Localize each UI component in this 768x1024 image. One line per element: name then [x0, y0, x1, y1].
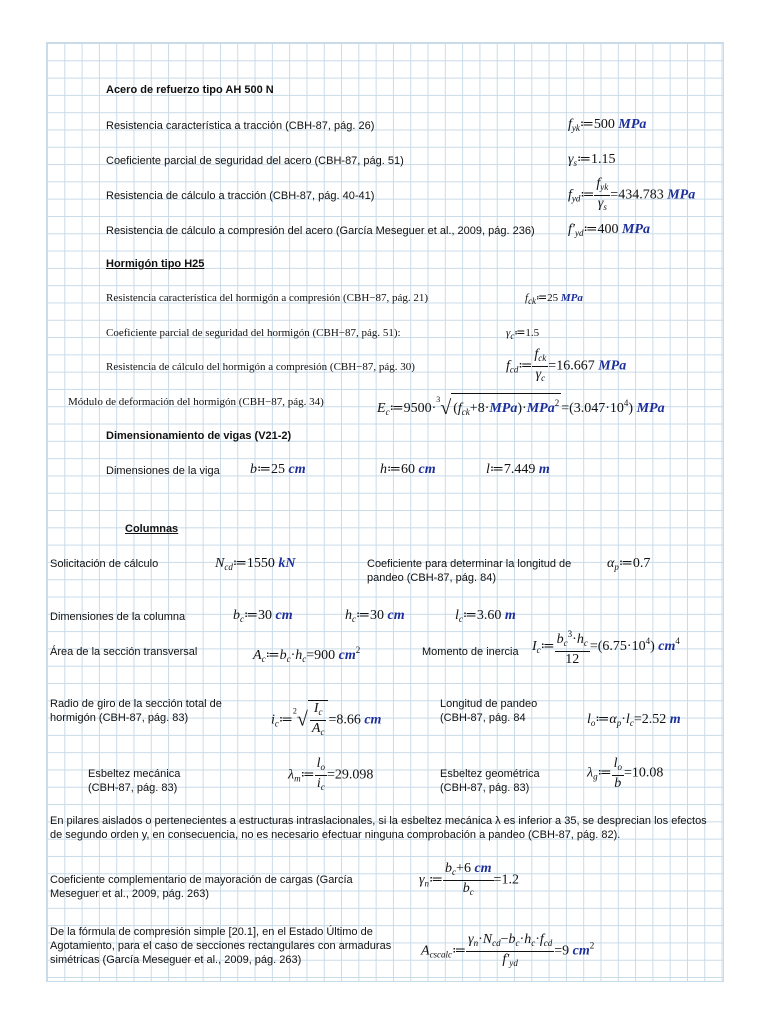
gamma-s-equation: $\gamma_s≔1.15$ — [568, 152, 616, 168]
fck-label: Resistencia característica del hormigón a compresión (CBH−87, pág. 21) — [106, 292, 429, 304]
fyd-equation: $f_{yd}≔$ $\frac{f_{yk}}{\gamma_s}$ =434.783 MPa — [568, 176, 695, 215]
fyd-comp-equation: $f'_{yd}≔400$ MPa — [568, 222, 650, 238]
gamma-s-label: Coeficiente parcial de seguridad del acero (CBH-87, pág. 51) — [106, 155, 404, 167]
ec-equation: $E_c≔9500\cdot^3√$ $(f_{ck}+8\cdot MPa)\cdot MPa^2 =(3.047\cdot 10^4)$ MPa — [377, 395, 665, 419]
area-equation: $A_c≔b_c\cdot h_c=900$ $cm^2$ — [253, 645, 361, 664]
fck-equation: $f_{ck}≔25$ MPa — [525, 292, 583, 306]
concrete-heading: Hormigón tipo H25 — [106, 258, 205, 270]
paragraph-line-2: de segundo orden y, en consecuencia, no es necesario efectuar ninguna comprobación a pandeo (CBH-87, pág. 82). — [50, 829, 621, 841]
fyd-label: Resistencia de cálculo a tracción (CBH-87, pág. 40-41) — [106, 190, 375, 202]
buckling-label: Longitud de pandeo (CBH-87, pág. 84 — [440, 698, 538, 724]
gyration-equation: $i_c≔^2√$ $\frac{I_c}{A_c}$ =8.66 cm — [271, 700, 381, 740]
steel-heading: Acero de refuerzo tipo AH 500 N — [106, 84, 274, 96]
compression-label: De la fórmula de compresión simple [20.1], en el Estado Último de Agotamiento, para el caso de secciones rectangulares con armaduras simétricas (García Meseguer et al., 2009, pág. 263) — [50, 926, 392, 966]
slender-mech-equation: $\lambda_m≔$ $\frac{l_o}{i_c}$ =29.098 — [288, 756, 373, 795]
beam-h-equation: h≔60 cm — [380, 462, 436, 477]
alpha-label: Coeficiente para determinar la longitud de pandeo (CBH-87, pág. 84) — [367, 558, 572, 584]
gamma-c-label: Coeficiente parcial de seguridad del hormigón (CBH−87, pág. 51): — [106, 327, 401, 339]
slender-geom-equation: $\lambda_g≔$ $\frac{l_o}{b}$ =10.08 — [587, 756, 664, 791]
column-lc-equation: $l_c≔3.60$ m — [455, 608, 516, 624]
column-dims-label: Dimensiones de la columna — [50, 611, 186, 623]
ec-label: Módulo de deformación del hormigón (CBH−87, pág. 34) — [68, 396, 324, 408]
inertia-label: Momento de inercia — [422, 646, 519, 658]
gamma-c-equation: $\gamma_c≔1.5$ — [506, 327, 540, 341]
beam-b-equation: b≔25 cm — [250, 462, 306, 477]
fcd-equation: $f_{cd}≔$ $\frac{f_{ck}}{\gamma_c}$ =16.667 MPa — [506, 347, 626, 386]
fcd-label: Resistencia de cálculo del hormigón a compresión (CBH−87, pág. 30) — [106, 361, 415, 373]
columns-heading: Columnas — [125, 523, 179, 535]
paragraph-line-1: En pilares aislados o pertenecientes a estructuras intraslacionales, si la esbeltez mecánica λ es inferior a 35, se desprecian los efectos — [50, 815, 707, 827]
beam-l-equation: l≔7.449 m — [486, 462, 550, 477]
column-hc-equation: $h_c≔30$ cm — [345, 608, 405, 624]
gyration-label: Radio de giro de la sección total de hormigón (CBH-87, pág. 83) — [50, 698, 222, 724]
inertia-equation: $I_c≔$ $\frac{b_c^3\cdot h_c}{12}$ $=(6.75\cdot 10^4)$ $cm^4$ — [532, 629, 680, 667]
fyk-equation: $f_{yk}≔500$ MPa — [568, 117, 647, 133]
alpha-equation: $\alpha_p≔0.7$ — [607, 556, 651, 572]
gamma-n-equation: $\gamma_n≔$ $\frac{b_c+6 cm}{b_c}$ =1.2 — [419, 861, 519, 900]
slenderness-paragraph — [50, 814, 715, 842]
compression-equation: $A_{cscalc}≔$ $\frac{\gamma_n\cdot N_{cd}-b_c\cdot h_c\cdot f_{cd}}{f'_{yd}}$ =9 $cm^2$ — [421, 932, 594, 971]
beams-heading: Dimensionamiento de vigas (V21-2) — [106, 430, 292, 442]
fyk-label: Resistencia característica a tracción (CBH-87, pág. 26) — [106, 120, 375, 132]
slender-mech-label: Esbeltez mecánica (CBH-87, pág. 83) — [88, 768, 181, 794]
gamma-n-label: Coeficiente complementario de mayoración de cargas (García Meseguer et al., 2009, pág. 263) — [50, 874, 353, 900]
buckling-equation: $l_o≔\alpha_p\cdot l_c=2.52$ m — [587, 712, 681, 728]
ncd-equation: $N_{cd}≔1550$ kN — [215, 556, 296, 572]
beam-dims-label: Dimensiones de la viga — [106, 465, 220, 477]
fyd-comp-label: Resistencia de cálculo a compresión del acero (García Meseguer et al., 2009, pág. 236) — [106, 225, 535, 237]
area-label: Área de la sección transversal — [50, 646, 198, 658]
slender-geom-label: Esbeltez geométrica (CBH-87, pág. 83) — [440, 768, 540, 794]
ncd-label: Solicitación de cálculo — [50, 558, 159, 570]
column-bc-equation: $b_c≔30$ cm — [233, 608, 293, 624]
